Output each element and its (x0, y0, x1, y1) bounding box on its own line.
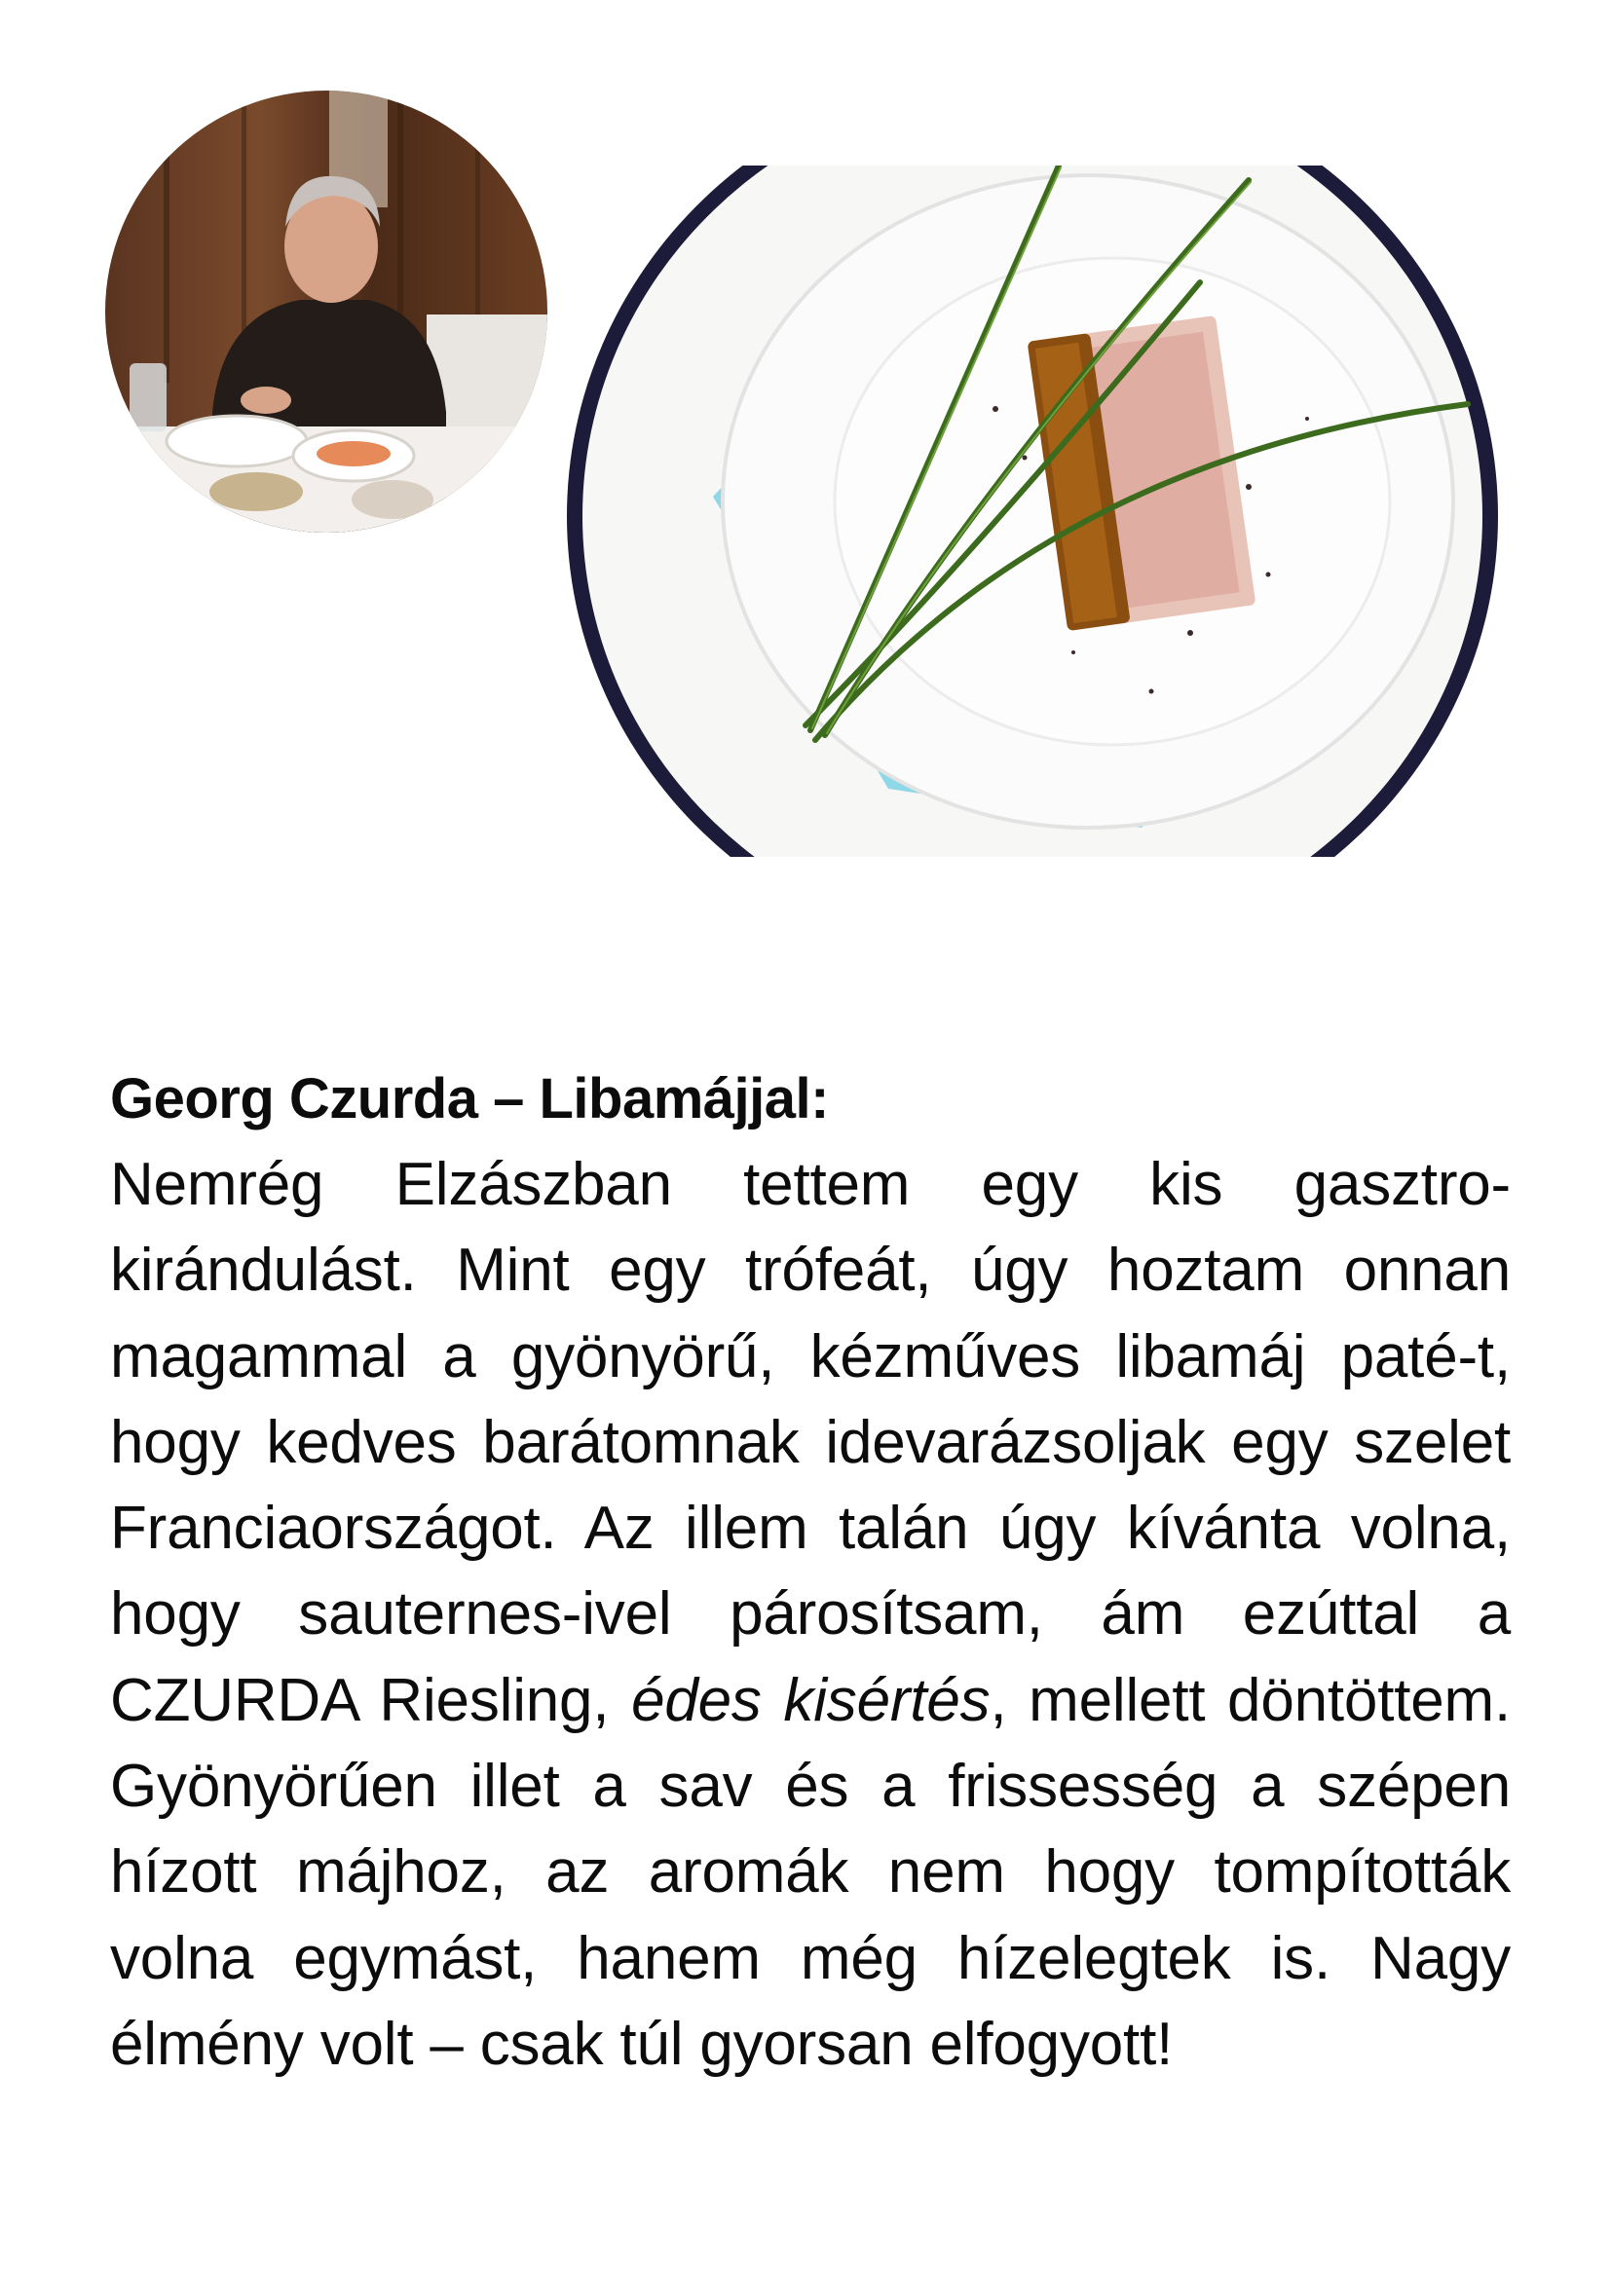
article-body-part-1: Nemrég Elzászban tettem egy kis gasztro-kirándulást. Mint egy trófeát, úgy hoztam onnan magammal a gyönyörű, kézműves libamáj paté-t, hogy kedves barátomnak idevarázsoljak egy szelet Franciaországot. Az illem talán úgy kívánta volna, hogy sauternes-ivel párosítsam, ám ezúttal a CZURDA Riesling, (110, 1151, 1511, 1734)
portrait-photo-icon (105, 91, 547, 533)
article-title: Georg Czurda – Libamájjal: (110, 1067, 829, 1130)
article-body-part-2: , mellett döntöttem. Gyönyörűen illet a sav és a frissesség a szépen hízott májhoz, az aromák nem hogy tompították volna egymást, hanem még hízelegtek is. Nagy élmény volt – csak túl gyorsan elfogyott! (110, 1666, 1512, 2078)
article-body-italic: édes kisértés (631, 1666, 991, 1734)
article (110, 1056, 1511, 2088)
portrait-photo (105, 91, 547, 533)
article-body (110, 1142, 1511, 2088)
foie-gras-plate-photo-icon (567, 166, 1502, 857)
foie-gras-plate-photo (567, 166, 1502, 857)
